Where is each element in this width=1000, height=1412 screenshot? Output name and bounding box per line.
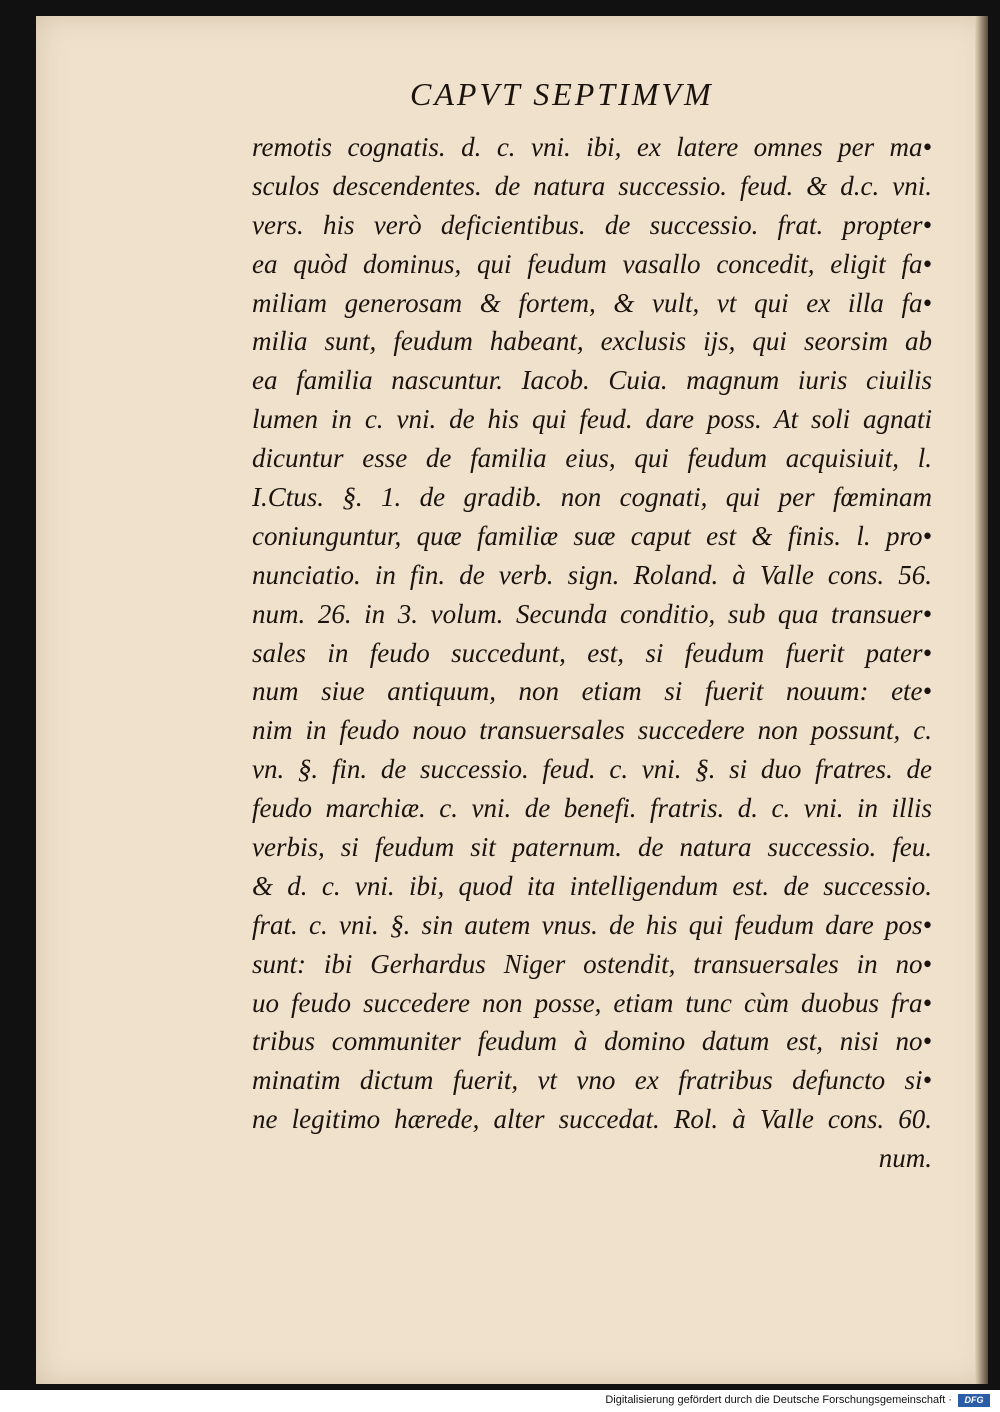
text-line: ne legitimo hærede, alter succedat. Rol. à Valle cons. 60. (252, 1104, 932, 1135)
text-line: dicuntur esse de familia eius, qui feudum acquisiuit, l. (252, 443, 932, 474)
text-line: num. (878, 1143, 932, 1174)
footer-bar (0, 1390, 1000, 1412)
page-heading: CAPVT SEPTIMVM (410, 76, 714, 112)
text-line: ea familia nascuntur. Iacob. Cuia. magnum iuris ciuilis (252, 365, 932, 396)
text-line: frat. c. vni. §. sin autem vnus. de his qui feudum dare pos• (252, 909, 932, 940)
text-line: coniunguntur, quæ familiæ suæ caput est & finis. l. pro• (252, 520, 932, 551)
text-line: lumen in c. vni. de his qui feud. dare poss. At soli agnati (252, 404, 932, 435)
text-line: miliam generosam & fortem, & vult, vt qui ex illa fa• (252, 287, 932, 318)
text-line: sales in feudo succedunt, est, si feudum fuerit pater• (252, 637, 932, 668)
text-line: & d. c. vni. ibi, quod ita intelligendum est. de successio. (252, 870, 932, 901)
text-line: sculos descendentes. de natura successio. feud. & d.c. vni. (252, 170, 932, 201)
text-line: verbis, si feudum sit paternum. de natura successio. feu. (252, 832, 932, 863)
text-line: sunt: ibi Gerhardus Niger ostendit, transuersales in no• (252, 948, 932, 979)
text-line: vers. his verò deficientibus. de successio. frat. propter• (252, 209, 932, 240)
dfg-logo-icon[interactable]: DFG (958, 1394, 990, 1407)
text-line: feudo marchiæ. c. vni. de benefi. fratris. d. c. vni. in illis (252, 793, 932, 824)
text-line: num. 26. in 3. volum. Secunda conditio, sub qua transuer• (252, 598, 932, 629)
page-binding-edge (975, 16, 988, 1384)
page-body-text (252, 128, 932, 1178)
text-line: vn. §. fin. de successio. feud. c. vni. §. si duo fratres. de (252, 754, 932, 785)
text-line: minatim dictum fuerit, vt vno ex fratribus defuncto si• (252, 1065, 932, 1096)
text-line: I.Ctus. §. 1. de gradib. non cognati, qui per fœminam (252, 482, 932, 513)
text-line: num siue antiquum, non etiam si fuerit nouum: ete• (252, 676, 932, 707)
text-line: nim in feudo nouo transuersales succedere non possunt, c. (252, 715, 932, 746)
text-line: ea quòd dominus, qui feudum vasallo concedit, eligit fa• (252, 248, 932, 279)
footer-credit: Digitalisierung gefördert durch die Deutsche Forschungsgemeinschaft · (605, 1394, 952, 1406)
text-line: tribus communiter feudum à domino datum est, nisi no• (252, 1026, 932, 1057)
text-line: milia sunt, feudum habeant, exclusis ijs, qui seorsim ab (252, 326, 932, 357)
text-line: uo feudo succedere non posse, etiam tunc cùm duobus fra• (252, 987, 932, 1018)
text-line: nunciatio. in fin. de verb. sign. Roland. à Valle cons. 56. (252, 559, 932, 590)
text-line: remotis cognatis. d. c. vni. ibi, ex latere omnes per ma• (252, 132, 932, 162)
